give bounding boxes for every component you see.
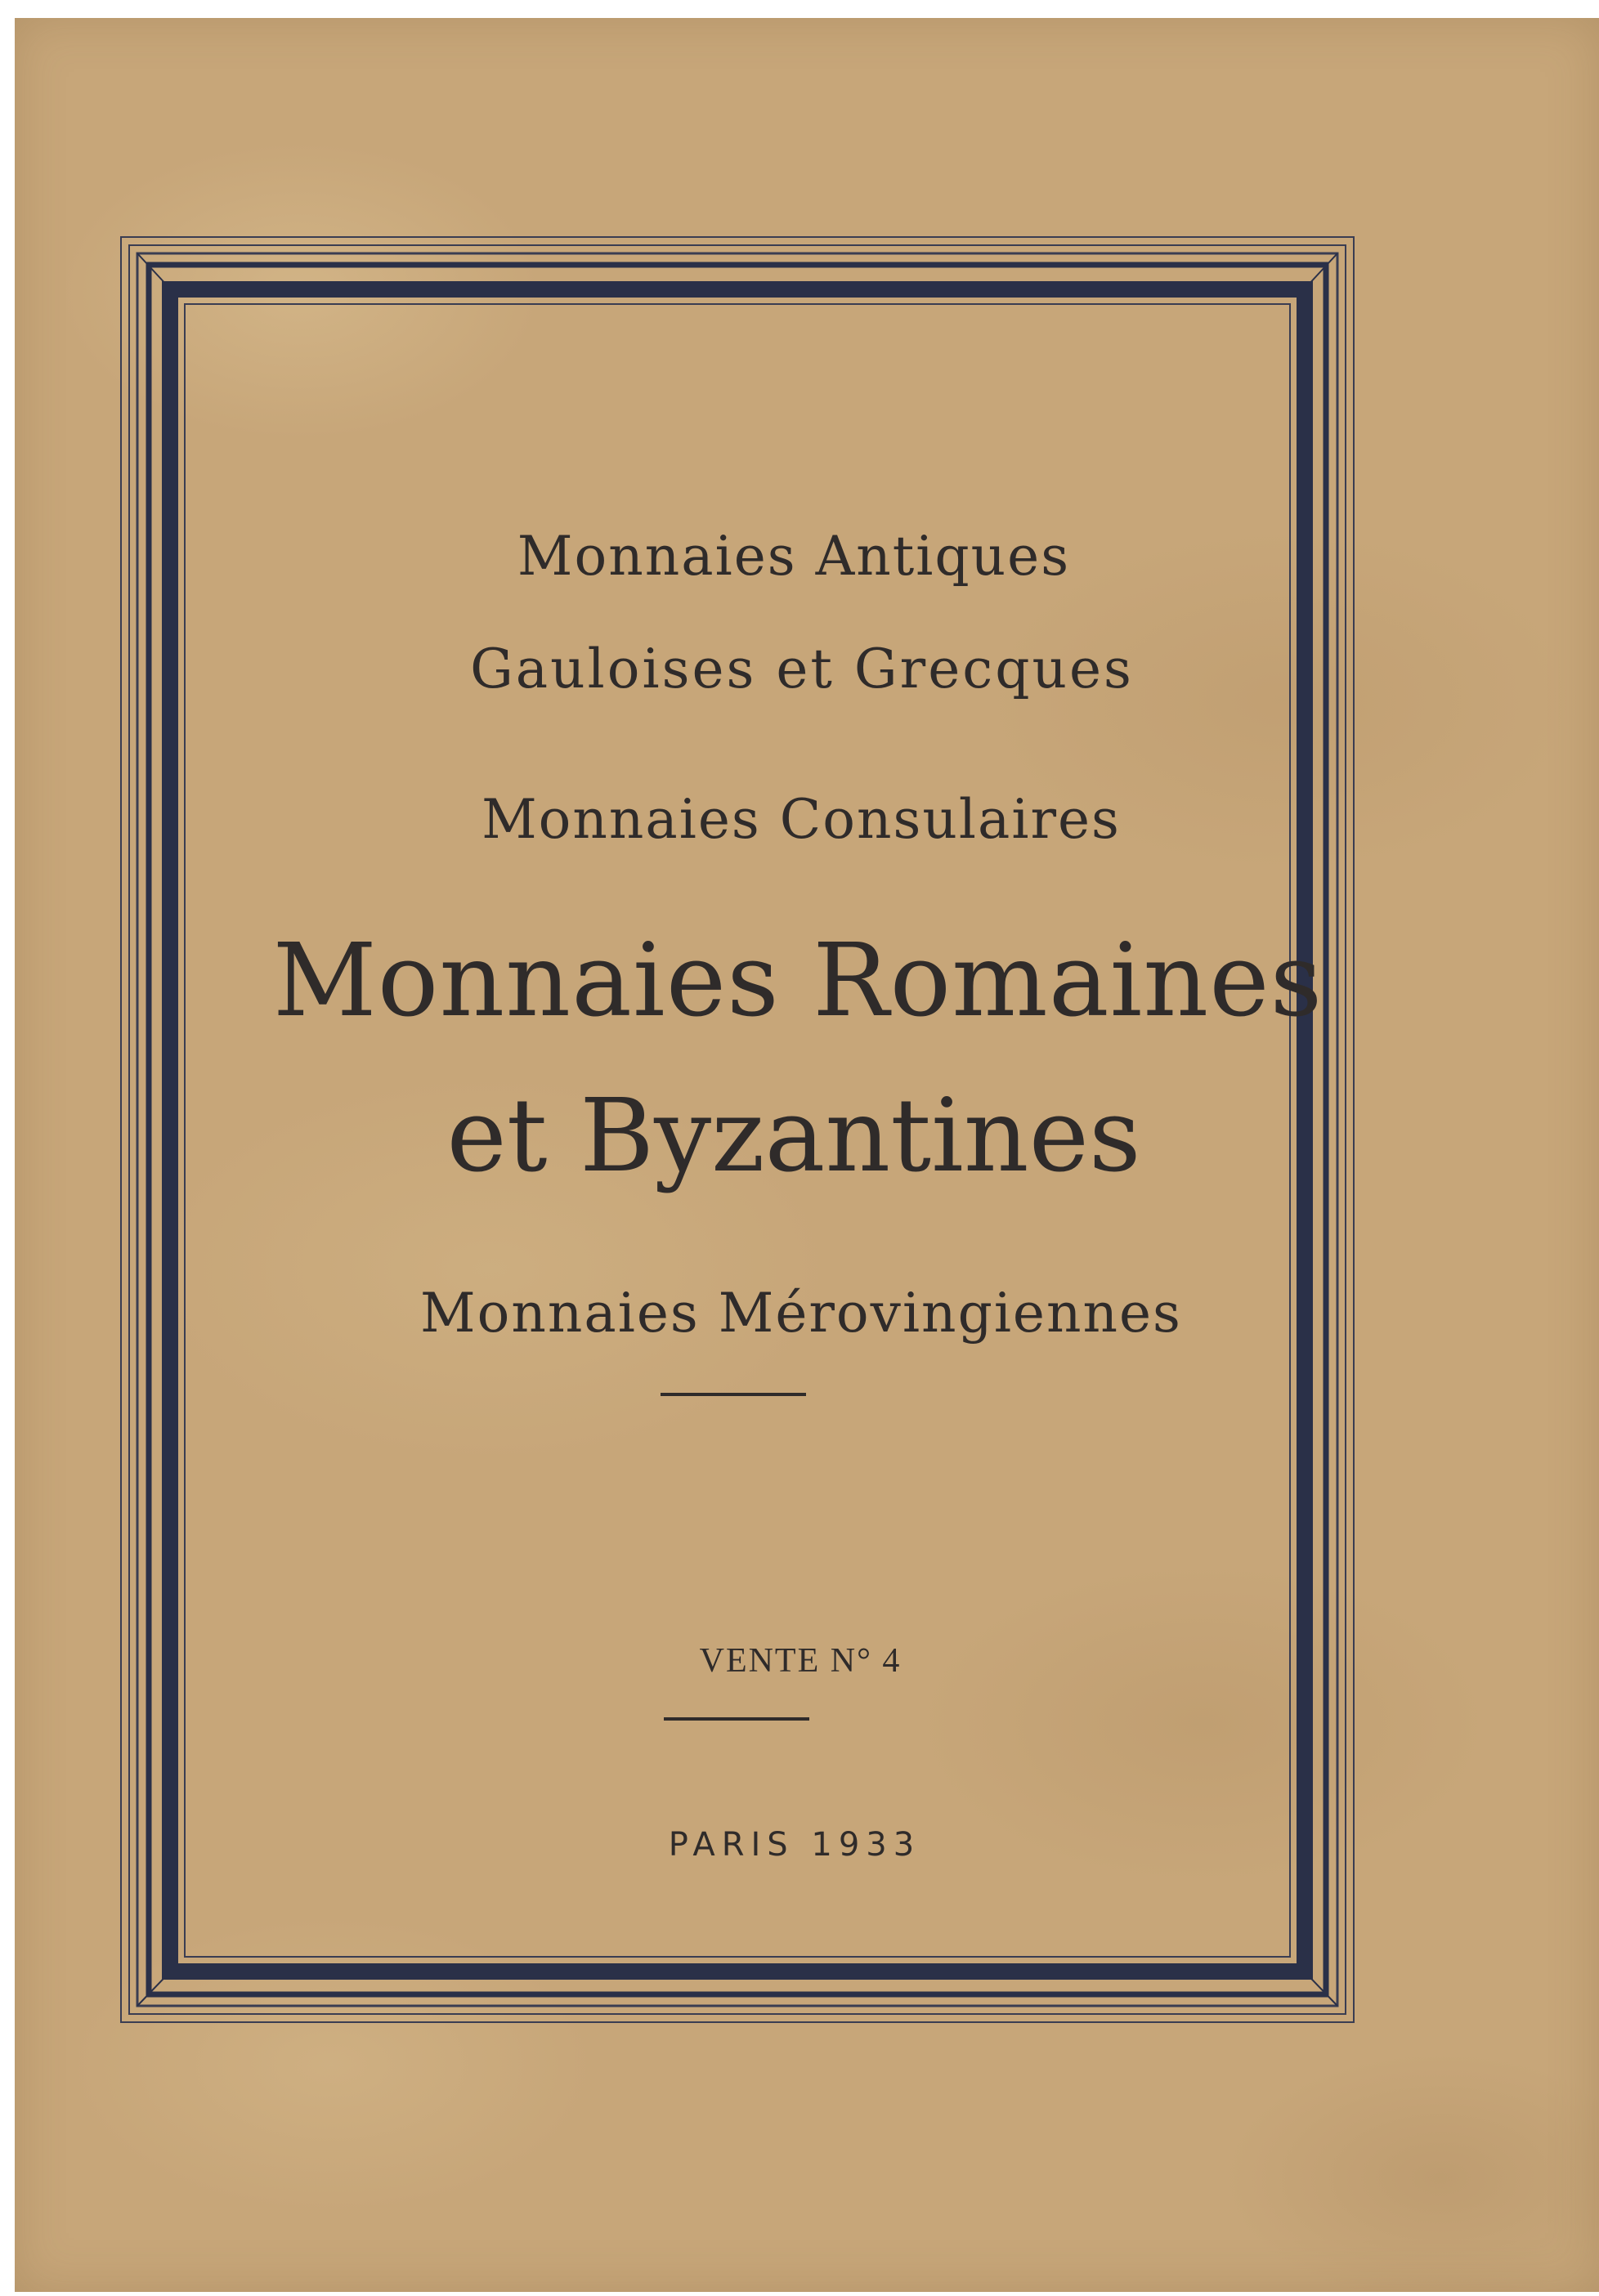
subtitle-merovingiennes: Monnaies Mérovingiennes	[420, 1282, 1182, 1345]
subtitle-monnaies-antiques: Monnaies Antiques	[517, 525, 1071, 588]
subtitle-gauloises-grecques: Gauloises et Grecques	[470, 638, 1134, 700]
divider-rule-lower	[664, 1717, 809, 1721]
main-title-romaines: Monnaies Romaines	[272, 922, 1324, 1040]
main-title-byzantines: et Byzantines	[446, 1077, 1141, 1195]
sale-number: VENTE N° 4	[699, 1642, 902, 1680]
divider-rule-upper	[661, 1393, 806, 1396]
subtitle-monnaies-consulaires: Monnaies Consulaires	[481, 788, 1121, 851]
place-and-year: PARIS 1933	[668, 1826, 921, 1864]
